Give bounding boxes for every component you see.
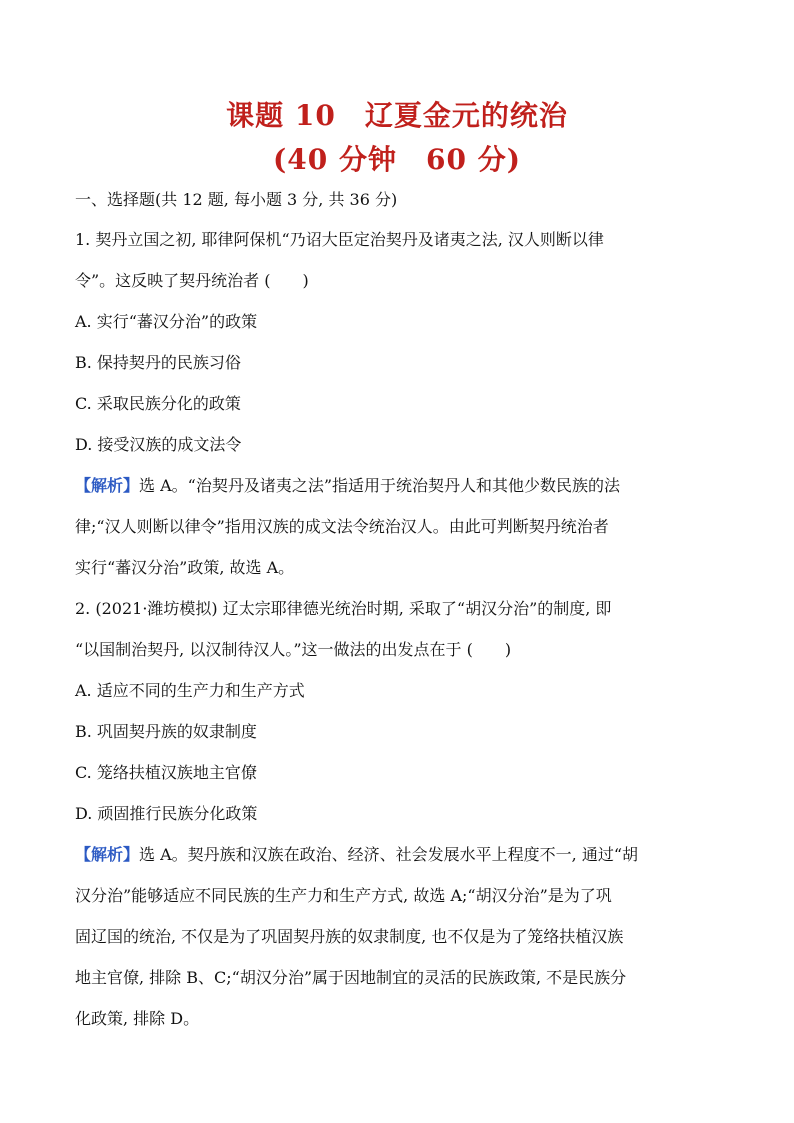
question-1-stem bbox=[75, 226, 730, 295]
question-2-options bbox=[75, 677, 730, 828]
question-1-analysis bbox=[75, 472, 730, 582]
question-2-option-a: A. 适应不同的生产力和生产方式 bbox=[75, 681, 305, 700]
question-1-option-a: A. 实行“蕃汉分治”的政策 bbox=[75, 312, 258, 331]
analysis-tag: 【解析】 bbox=[75, 845, 140, 864]
document-body bbox=[75, 186, 730, 1046]
analysis-text: 选 A。契丹族和汉族在政治、经济、社会发展水平上程度不一, 通过“胡 bbox=[139, 845, 639, 864]
question-1-option-b: B. 保持契丹的民族习俗 bbox=[75, 353, 241, 372]
question-2-stem-line-1: 2. (2021·潍坊模拟) 辽太宗耶律德光统治时期, 采取了“胡汉分治”的制度, 即 bbox=[75, 599, 612, 618]
question-2-analysis-line-4: 地主官僚, 排除 B、C;“胡汉分治”属于因地制宜的灵活的民族政策, 不是民族分 bbox=[75, 968, 627, 987]
analysis-text: 选 A。“治契丹及诸夷之法”指适用于统治契丹人和其他少数民族的法 bbox=[139, 476, 621, 495]
question-2-analysis-line-3: 固辽国的统治, 不仅是为了巩固契丹族的奴隶制度, 也不仅是为了笼络扶植汉族 bbox=[75, 927, 624, 946]
question-2-analysis-line-2: 汉分治”能够适应不同民族的生产力和生产方式, 故选 A;“胡汉分治”是为了巩 bbox=[75, 886, 612, 905]
page-title: 课题 10 辽夏金元的统治 bbox=[226, 99, 568, 132]
question-2-analysis-line-1 bbox=[75, 841, 730, 869]
question-1-stem-line-1: 1. 契丹立国之初, 耶律阿保机“乃诏大臣定治契丹及诸夷之法, 汉人则断以律 bbox=[75, 230, 604, 249]
analysis-tag: 【解析】 bbox=[75, 476, 140, 495]
question-2-option-d: D. 顽固推行民族分化政策 bbox=[75, 804, 258, 823]
question-1-options bbox=[75, 308, 730, 459]
question-2-stem bbox=[75, 595, 730, 664]
question-1-option-c: C. 采取民族分化的政策 bbox=[75, 394, 241, 413]
question-1-option-d: D. 接受汉族的成文法令 bbox=[75, 435, 242, 454]
question-2-stem-line-2: “以国制治契丹, 以汉制待汉人。”这一做法的出发点在于 ( ) bbox=[75, 640, 512, 659]
page-subtitle: (40 分钟 60 分) bbox=[273, 143, 521, 176]
question-2-analysis-line-5: 化政策, 排除 D。 bbox=[75, 1009, 200, 1028]
question-2-analysis bbox=[75, 841, 730, 1033]
question-2-option-b: B. 巩固契丹族的奴隶制度 bbox=[75, 722, 257, 741]
question-2-option-c: C. 笼络扶植汉族地主官僚 bbox=[75, 763, 257, 782]
question-1-analysis-line-1 bbox=[75, 472, 730, 500]
section-heading: 一、选择题(共 12 题, 每小题 3 分, 共 36 分) bbox=[75, 190, 398, 209]
question-1-analysis-line-2: 律;“汉人则断以律令”指用汉族的成文法令统治汉人。由此可判断契丹统治者 bbox=[75, 517, 609, 536]
question-1-analysis-line-3: 实行“蕃汉分治”政策, 故选 A。 bbox=[75, 558, 295, 577]
question-1-stem-line-2: 令”。这反映了契丹统治者 ( ) bbox=[75, 271, 309, 290]
